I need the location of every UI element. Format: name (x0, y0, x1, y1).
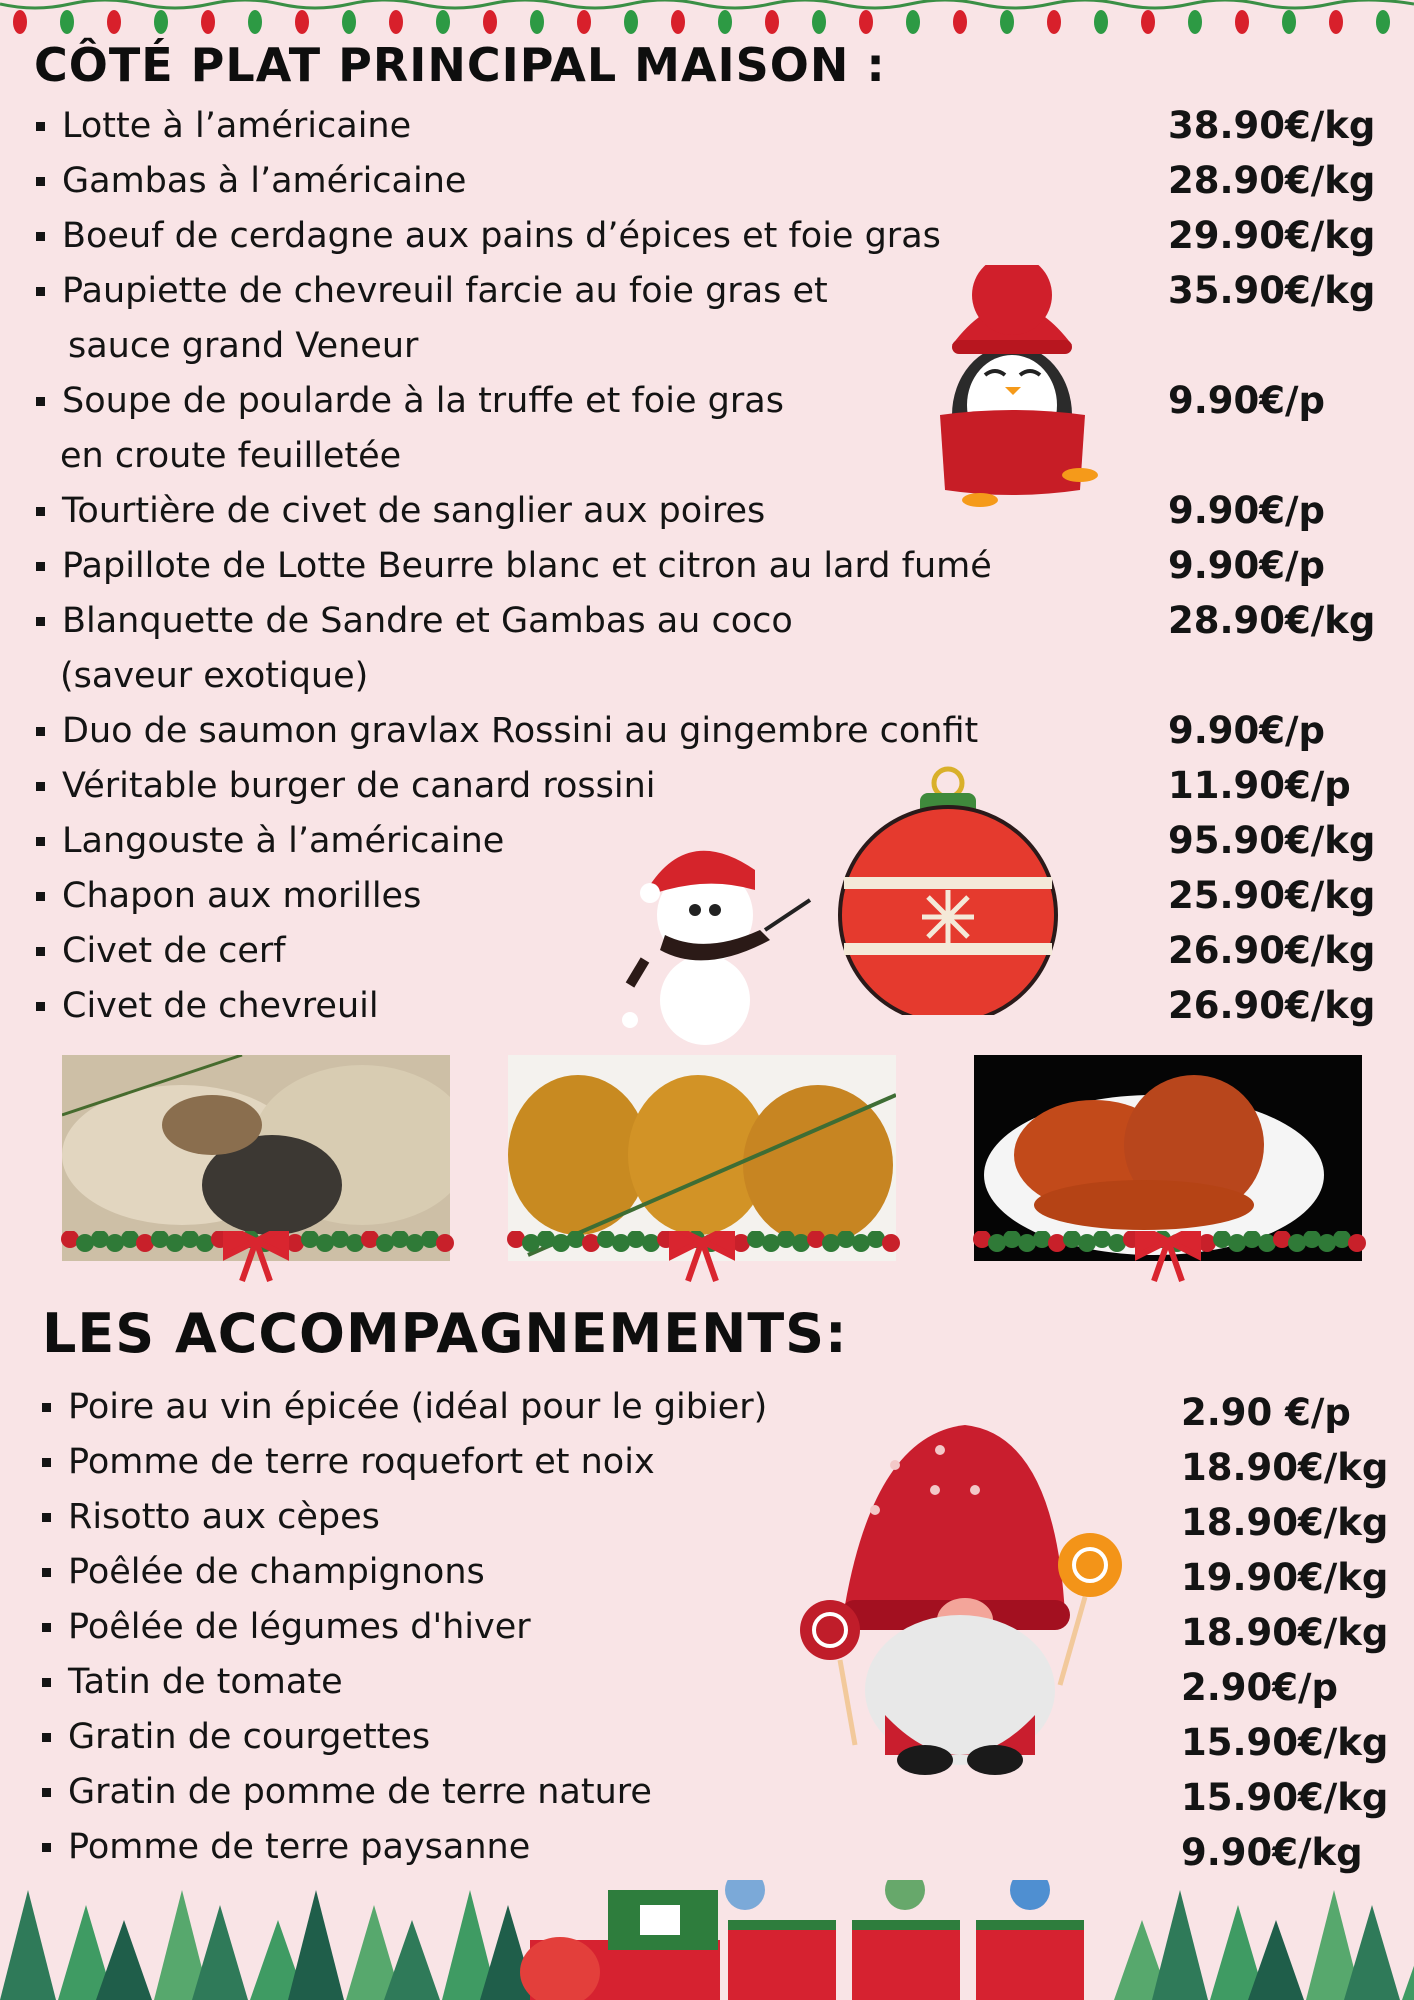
holly-leaf-icon (1063, 1231, 1081, 1248)
dish-photos (0, 1055, 1414, 1295)
holly-leaf-icon (436, 1234, 454, 1252)
holly-leaf-icon (627, 1231, 645, 1248)
holly-leaf-icon (1033, 1231, 1051, 1248)
menu-item-price: 26.90€/kg (1168, 929, 1376, 972)
light-bulb-icon (953, 10, 967, 34)
menu-item-label: Poire au vin épicée (idéal pour le gibier) (68, 1387, 768, 1427)
bullet-icon (36, 232, 45, 241)
menu-item-price: 95.90€/kg (1168, 819, 1376, 862)
menu-item-price: 26.90€/kg (1168, 984, 1376, 1027)
menu-item-price: 18.90€/kg (1181, 1501, 1389, 1544)
menu-item-label: Pomme de terre roquefort et noix (68, 1442, 655, 1482)
menu-item-price: 15.90€/kg (1181, 1776, 1389, 1819)
bullet-icon (36, 727, 45, 736)
holly-leaf-icon (301, 1231, 319, 1248)
bullet-icon (36, 782, 45, 791)
menu-item-label: Civet de chevreuil (62, 986, 379, 1026)
bullet-icon (42, 1568, 51, 1577)
holly-leaf-icon (1003, 1231, 1021, 1248)
holly-leaf-icon (597, 1231, 615, 1248)
trees-and-train-icon (0, 1880, 1414, 2000)
light-bulb-icon (530, 10, 544, 34)
menu-item-price: 38.90€/kg (1168, 104, 1376, 147)
menu-item-price: 35.90€/kg (1168, 269, 1376, 312)
light-bulb-icon (1329, 10, 1343, 34)
holly-leaf-icon (61, 1231, 79, 1248)
bullet-icon (36, 617, 45, 626)
holly-leaf-icon (421, 1231, 439, 1248)
light-bulb-icon (906, 10, 920, 34)
menu-item-label: Poêlée de champignons (68, 1552, 485, 1592)
light-bulb-icon (1141, 10, 1155, 34)
bullet-icon (36, 1002, 45, 1011)
bullet-icon (36, 177, 45, 186)
holly-leaf-icon (1333, 1231, 1351, 1248)
snowman-icon (610, 815, 850, 1045)
holly-leaf-icon (882, 1234, 900, 1252)
bullet-icon (42, 1733, 51, 1742)
holly-leaf-icon (181, 1231, 199, 1248)
menu-item-label-continued: en croute feuilletée (60, 436, 402, 476)
christmas-ornament-icon (830, 765, 1070, 1015)
menu-item-price: 29.90€/kg (1168, 214, 1376, 257)
menu-item-price: 28.90€/kg (1168, 159, 1376, 202)
pine-tree-icon (192, 1905, 248, 2000)
menu-item-price: 2.90€/p (1181, 1666, 1339, 1709)
bullet-icon (36, 837, 45, 846)
menu-item-label: Poêlée de légumes d'hiver (68, 1607, 531, 1647)
light-bulb-icon (436, 10, 450, 34)
holly-leaf-icon (973, 1231, 991, 1248)
holly-leaf-icon (1273, 1231, 1291, 1248)
menu-item-label: Lotte à l’américaine (62, 106, 412, 146)
light-bulb-icon (1047, 10, 1061, 34)
holly-leaf-icon (121, 1231, 139, 1248)
menu-item-label: Langouste à l’américaine (62, 821, 505, 861)
menu-item-label: Gratin de courgettes (68, 1717, 431, 1757)
pine-tree-icon (1152, 1890, 1208, 2000)
light-bulb-icon (13, 10, 27, 34)
menu-item-price: 9.90€/p (1168, 544, 1326, 587)
light-bulb-icon (107, 10, 121, 34)
light-bulb-icon (1235, 10, 1249, 34)
holly-garland-icon (0, 1231, 1414, 1291)
light-bulb-icon (389, 10, 403, 34)
light-bulb-icon (1188, 10, 1202, 34)
menu-item-label: Risotto aux cèpes (68, 1497, 380, 1537)
light-bulb-icon (859, 10, 873, 34)
holly-leaf-icon (567, 1231, 585, 1248)
bullet-icon (42, 1513, 51, 1522)
light-bulb-icon (812, 10, 826, 34)
menu-item-label: Tatin de tomate (68, 1662, 343, 1702)
holly-leaf-icon (777, 1231, 795, 1248)
pine-tree-icon (384, 1920, 440, 2000)
menu-item-price: 15.90€/kg (1181, 1721, 1389, 1764)
holly-leaf-icon (1348, 1234, 1366, 1252)
menu-item-label: Chapon aux morilles (62, 876, 422, 916)
holly-leaf-icon (361, 1231, 379, 1248)
light-bulb-icon (577, 10, 591, 34)
menu-item-label-continued: (saveur exotique) (60, 656, 369, 696)
bullet-icon (36, 287, 45, 296)
menu-item-label: Civet de cerf (62, 931, 286, 971)
holly-leaf-icon (837, 1231, 855, 1248)
light-bulb-icon (483, 10, 497, 34)
light-bulb-icon (1094, 10, 1108, 34)
pine-tree-icon (1248, 1920, 1304, 2000)
menu-item-price: 25.90€/kg (1168, 874, 1376, 917)
bullet-icon (42, 1403, 51, 1412)
menu-item-label: Tourtière de civet de sanglier aux poires (62, 491, 766, 531)
section-title-main-dishes: CÔTÉ PLAT PRINCIPAL MAISON : (34, 38, 886, 92)
bullet-icon (42, 1788, 51, 1797)
bullet-icon (42, 1678, 51, 1687)
menu-item-label: Pomme de terre paysanne (68, 1827, 531, 1867)
bullet-icon (36, 562, 45, 571)
pine-tree-icon (1344, 1905, 1400, 2000)
holly-leaf-icon (537, 1231, 555, 1248)
menu-item-label: Duo de saumon gravlax Rossini au gingembre confit (62, 711, 979, 751)
light-bulb-icon (295, 10, 309, 34)
menu-item-price: 9.90€/p (1168, 379, 1326, 422)
menu-item-price: 2.90 €/p (1181, 1391, 1351, 1434)
pine-tree-icon (0, 1890, 56, 2000)
ribbon-bow-icon (1138, 1231, 1198, 1281)
holly-leaf-icon (807, 1231, 825, 1248)
bullet-icon (42, 1623, 51, 1632)
menu-item-label: Paupiette de chevreuil farcie au foie gras et (62, 271, 828, 311)
menu-item-label: Boeuf de cerdagne aux pains d’épices et foie gras (62, 216, 941, 256)
menu-item-label: Gratin de pomme de terre nature (68, 1772, 652, 1812)
bullet-icon (36, 947, 45, 956)
menu-item-price: 9.90€/p (1168, 709, 1326, 752)
menu-item-price: 18.90€/kg (1181, 1446, 1389, 1489)
menu-item-label: Véritable burger de canard rossini (62, 766, 656, 806)
bullet-icon (36, 507, 45, 516)
light-bulb-icon (154, 10, 168, 34)
menu-item-label: Blanquette de Sandre et Gambas au coco (62, 601, 793, 641)
holly-leaf-icon (151, 1231, 169, 1248)
penguin-icon (930, 265, 1110, 515)
holly-leaf-icon (391, 1231, 409, 1248)
section-title-side-dishes: LES ACCOMPAGNEMENTS: (42, 1302, 848, 1365)
holly-leaf-icon (331, 1231, 349, 1248)
light-bulb-icon (624, 10, 638, 34)
holly-leaf-icon (1093, 1231, 1111, 1248)
light-bulb-icon (1000, 10, 1014, 34)
holly-leaf-icon (1303, 1231, 1321, 1248)
menu-item-price: 9.90€/p (1168, 489, 1326, 532)
light-bulb-icon (718, 10, 732, 34)
menu-item-label-continued: sauce grand Veneur (68, 326, 419, 366)
light-bulb-icon (60, 10, 74, 34)
menu-item-price: 28.90€/kg (1168, 599, 1376, 642)
menu-item-label: Gambas à l’américaine (62, 161, 467, 201)
bullet-icon (36, 122, 45, 131)
string-lights-icon (0, 0, 1414, 40)
light-bulb-icon (671, 10, 685, 34)
pine-tree-icon (1402, 1920, 1414, 2000)
holly-leaf-icon (507, 1231, 525, 1248)
light-bulb-icon (765, 10, 779, 34)
menu-item-price: 11.90€/p (1168, 764, 1351, 807)
bullet-icon (36, 397, 45, 406)
pine-tree-icon (288, 1890, 344, 2000)
holly-leaf-icon (747, 1231, 765, 1248)
holly-leaf-icon (1243, 1231, 1261, 1248)
bullet-icon (42, 1843, 51, 1852)
light-bulb-icon (248, 10, 262, 34)
bullet-icon (36, 892, 45, 901)
menu-item-price: 19.90€/kg (1181, 1556, 1389, 1599)
menu-item-label: Soupe de poularde à la truffe et foie gras (62, 381, 784, 421)
menu-item-label: Papillote de Lotte Beurre blanc et citron au lard fumé (62, 546, 992, 586)
holly-leaf-icon (91, 1231, 109, 1248)
light-bulb-icon (201, 10, 215, 34)
bullet-icon (42, 1458, 51, 1467)
gnome-icon (795, 1415, 1135, 1775)
light-bulb-icon (1376, 10, 1390, 34)
menu-item-price: 18.90€/kg (1181, 1611, 1389, 1654)
holly-leaf-icon (867, 1231, 885, 1248)
light-bulb-icon (342, 10, 356, 34)
holly-leaf-icon (1213, 1231, 1231, 1248)
ribbon-bow-icon (672, 1231, 732, 1281)
pine-tree-icon (96, 1920, 152, 2000)
menu-item-price: 9.90€/kg (1181, 1831, 1363, 1874)
light-bulb-icon (1282, 10, 1296, 34)
ribbon-bow-icon (226, 1231, 286, 1281)
